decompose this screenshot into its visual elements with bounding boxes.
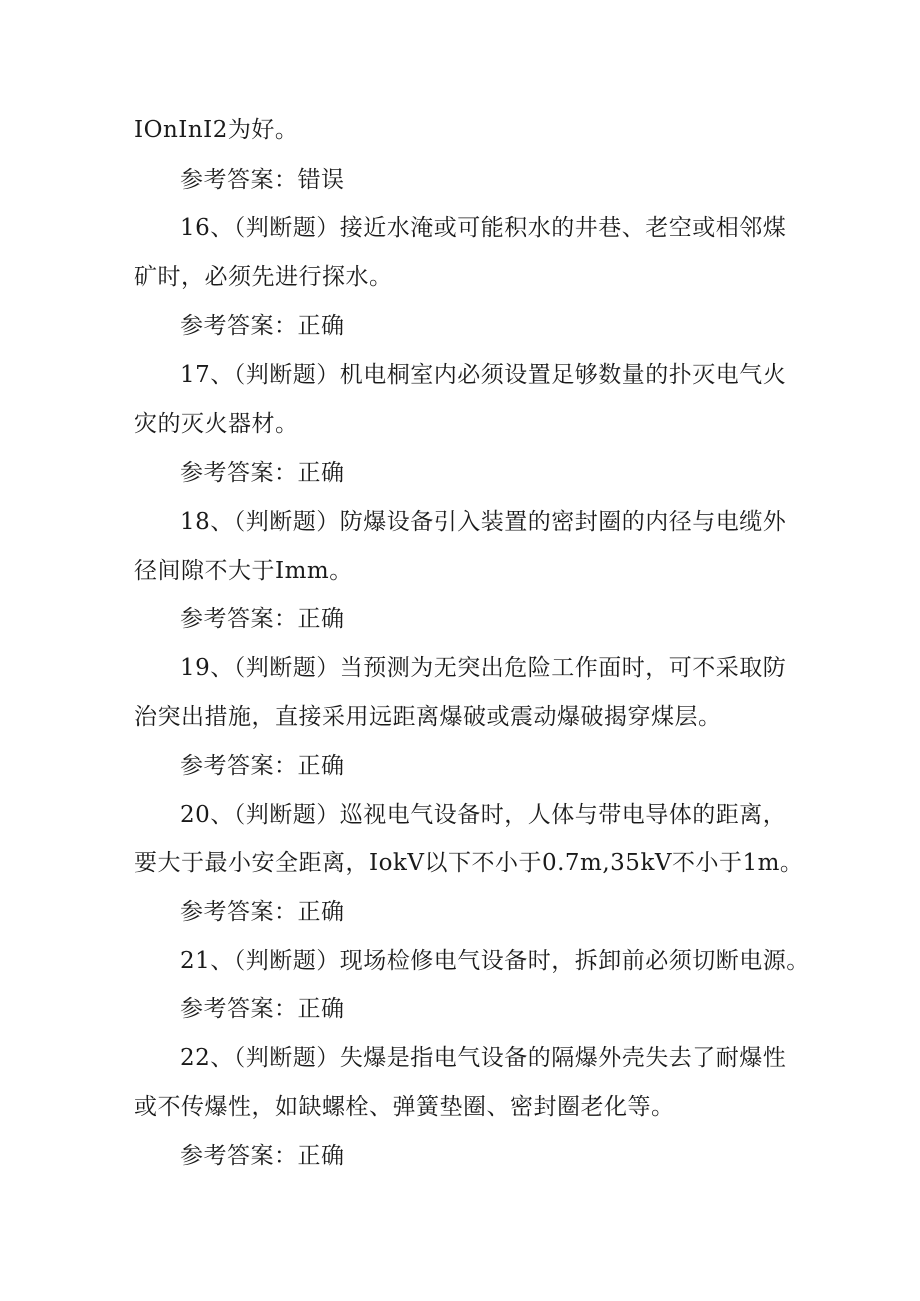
question-16-line-2: 矿时，必须先进行探水。 — [134, 264, 393, 290]
answer-15: 参考答案：错误 — [180, 167, 345, 193]
question-22-line-1: 22、（判断题）失爆是指电气设备的隔爆外壳失去了耐爆性 — [180, 1045, 787, 1071]
answer-22: 参考答案：正确 — [180, 1143, 345, 1169]
question-17-line-1: 17、（判断题）机电桐室内必须设置足够数量的扑灭电气火 — [180, 362, 787, 388]
answer-20: 参考答案：正确 — [180, 899, 345, 925]
question-18-line-2: 径间隙不大于Imm。 — [134, 558, 353, 584]
question-20-line-1: 20、（判断题）巡视电气设备时，人体与带电导体的距离， — [180, 802, 787, 828]
answer-21: 参考答案：正确 — [180, 996, 345, 1022]
question-16-line-1: 16、（判断题）接近水淹或可能积水的井巷、老空或相邻煤 — [180, 215, 787, 241]
answer-19: 参考答案：正确 — [180, 753, 345, 779]
answer-18: 参考答案：正确 — [180, 606, 345, 632]
question-19-line-1: 19、（判断题）当预测为无突出危险工作面时，可不采取防 — [180, 655, 787, 681]
question-17-line-2: 灾的灭火器材。 — [134, 411, 299, 437]
answer-16: 参考答案：正确 — [180, 313, 345, 339]
continuation-text: IOnInI2为好。 — [134, 117, 299, 143]
question-21-line-1: 21、（判断题）现场检修电气设备时，拆卸前必须切断电源。 — [180, 948, 810, 974]
answer-17: 参考答案：正确 — [180, 460, 345, 486]
question-22-line-2: 或不传爆性，如缺螺栓、弹簧垫圈、密封圈老化等。 — [134, 1094, 675, 1120]
question-19-line-2: 治突出措施，直接采用远距离爆破或震动爆破揭穿煤层。 — [134, 704, 722, 730]
question-20-line-2: 要大于最小安全距离，IokV以下不小于0.7m,35kV不小于1m。 — [134, 850, 804, 876]
question-18-line-1: 18、（判断题）防爆设备引入装置的密封圈的内径与电缆外 — [180, 509, 787, 535]
